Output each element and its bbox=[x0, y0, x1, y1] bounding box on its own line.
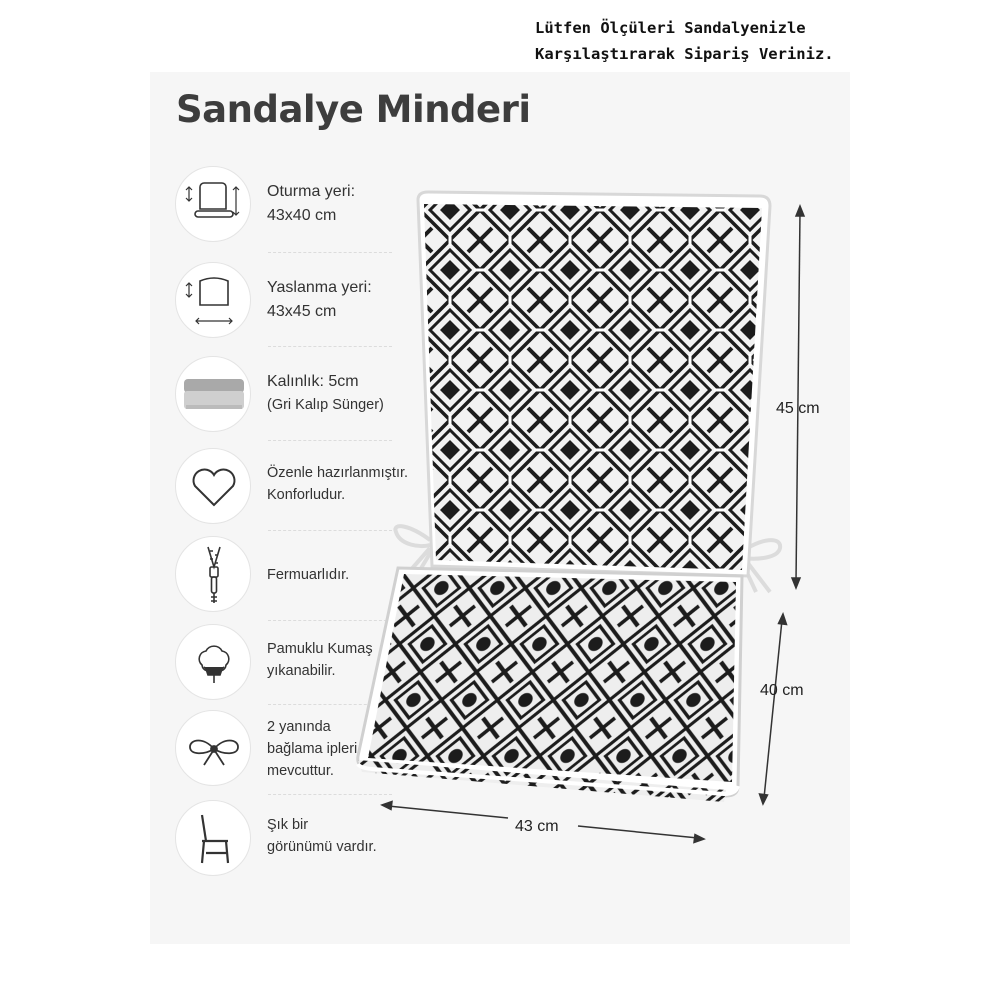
heart-icon bbox=[175, 448, 251, 524]
order-notice-line-1: Lütfen Ölçüleri Sandalyenizle bbox=[535, 19, 806, 37]
feature-thickness-label: Kalınlık: 5cm bbox=[267, 373, 359, 390]
cotton-icon bbox=[175, 624, 251, 700]
feature-thickness-detail: (Gri Kalıp Sünger) bbox=[267, 397, 384, 413]
feature-ties-line-1: 2 yanında bbox=[267, 719, 331, 735]
feature-cotton-line-2: yıkanabilir. bbox=[267, 663, 336, 679]
bow-tie-string-icon bbox=[175, 710, 251, 786]
feature-seat-value: 43x40 cm bbox=[267, 207, 337, 224]
feature-style-line-2: görünümü vardır. bbox=[267, 839, 377, 855]
foam-block-icon bbox=[175, 356, 251, 432]
feature-backrest-label: Yaslanma yeri: bbox=[267, 279, 372, 296]
feature-style-line-1: Şık bir bbox=[267, 817, 309, 833]
zipper-icon bbox=[175, 536, 251, 612]
feature-comfort-line-1: Özenle hazırlanmıştır. bbox=[267, 465, 409, 481]
feature-zipper-label: Fermuarlıdır. bbox=[267, 567, 350, 583]
feature-comfort-line-2: Konforludur. bbox=[267, 487, 346, 503]
order-notice bbox=[535, 14, 855, 68]
backrest-dimension-icon bbox=[175, 262, 251, 338]
dimension-back-height: 45 cm bbox=[776, 400, 820, 417]
chair-icon bbox=[175, 800, 251, 876]
feature-seat-label: Oturma yeri: bbox=[267, 183, 356, 200]
feature-ties-line-2: bağlama ipleri bbox=[267, 741, 358, 757]
seat-cushion-image bbox=[340, 170, 820, 850]
order-notice-line-2: Karşılaştırarak Sipariş Veriniz. bbox=[535, 45, 834, 63]
feature-backrest-value: 43x45 cm bbox=[267, 303, 337, 320]
seat-dimension-icon bbox=[175, 166, 251, 242]
dimension-seat-depth: 40 cm bbox=[760, 682, 804, 699]
dimension-width: 43 cm bbox=[515, 818, 559, 835]
feature-ties-line-3: mevcuttur. bbox=[267, 763, 334, 779]
page-title: Sandalye Minderi bbox=[176, 88, 531, 131]
feature-cotton-line-1: Pamuklu Kumaş bbox=[267, 641, 373, 657]
